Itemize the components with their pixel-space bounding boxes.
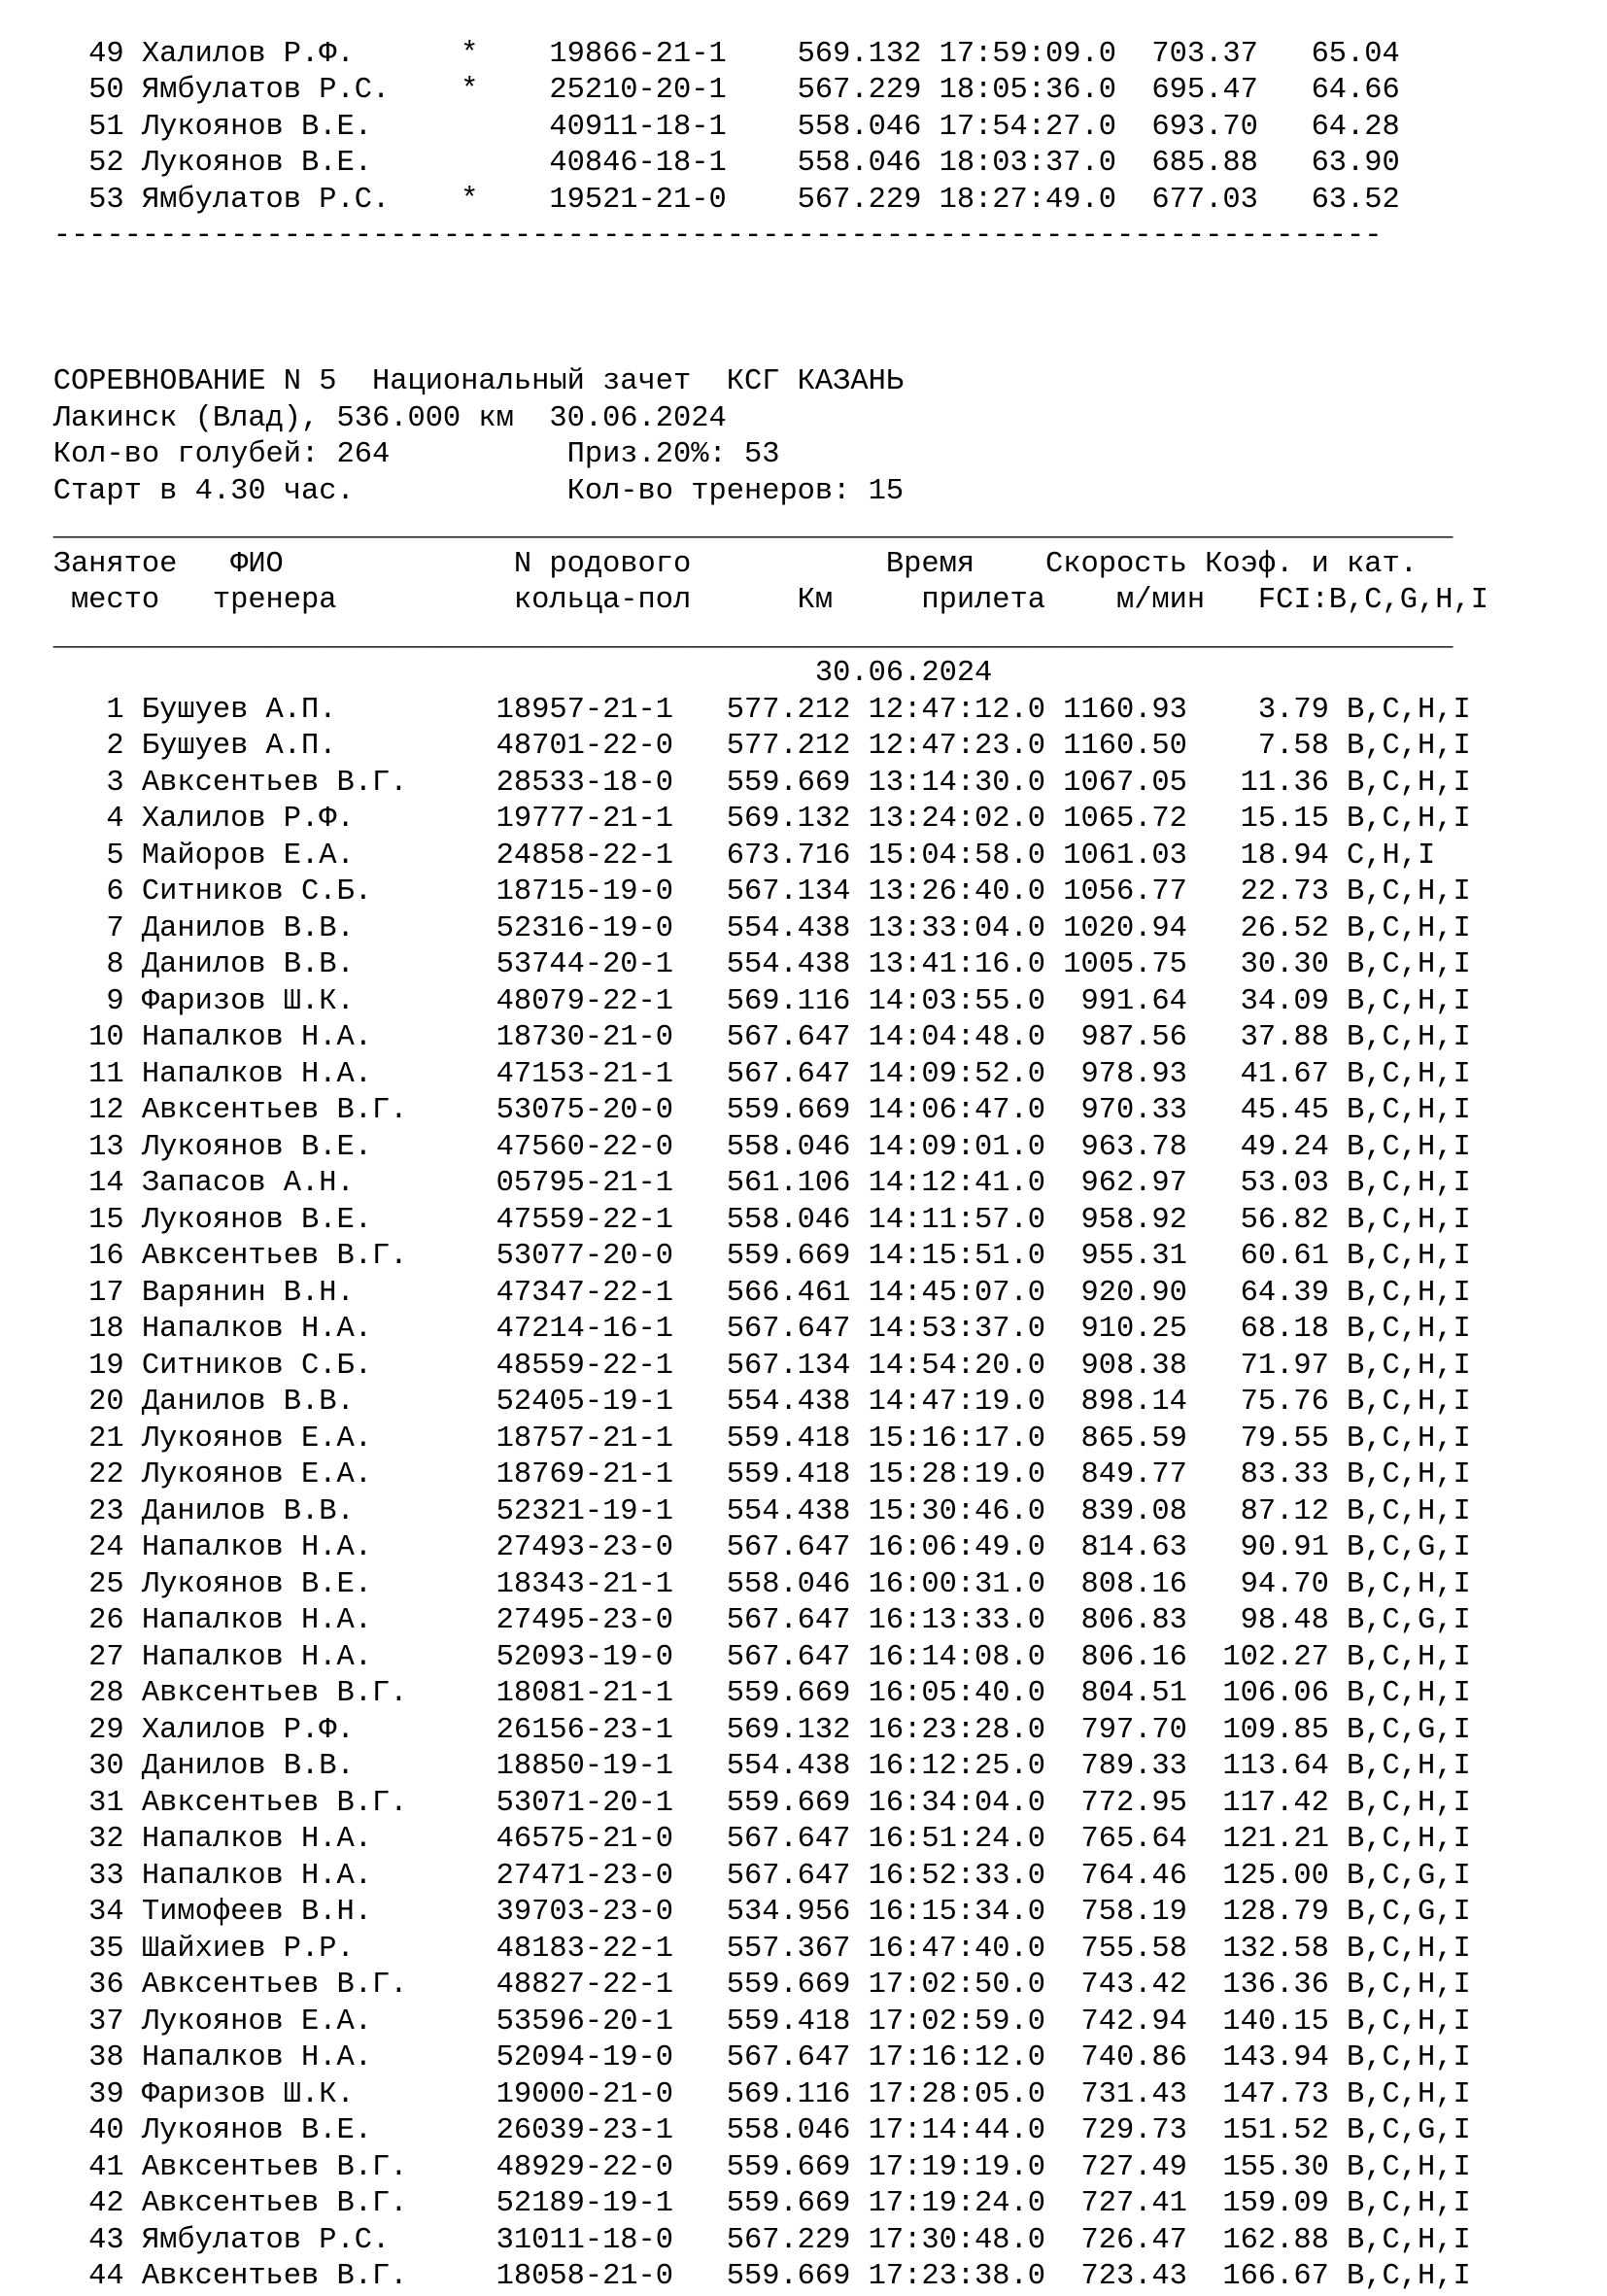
table-row: 20 Данилов В.В. 52405-19-1 554.438 14:47:19.0 898.14 75.76 B,C,H,I <box>0 1386 1471 1419</box>
table-header-line-2: место тренера кольца-пол Км прилета м/мин FCI:B,C,G,H,I <box>0 584 1488 617</box>
table-row: 44 Авксентьев В.Г. 18058-21-0 559.669 17:23:38.0 723.43 166.67 B,C,H,I <box>0 2260 1471 2293</box>
table-row: 8 Данилов В.В. 53744-20-1 554.438 13:41:16.0 1005.75 30.30 B,C,H,I <box>0 948 1471 981</box>
table-row: 29 Халилов Р.Ф. 26156-23-1 569.132 16:23:28.0 797.70 109.85 B,C,G,I <box>0 1713 1471 1747</box>
table-row: 18 Напалков Н.А. 47214-16-1 567.647 14:53:37.0 910.25 68.18 B,C,H,I <box>0 1313 1471 1346</box>
top-entry-row: 50 Ямбулатов Р.С. * 25210-20-1 567.229 18:05:36.0 695.47 64.66 <box>0 74 1400 107</box>
table-row: 33 Напалков Н.А. 27471-23-0 567.647 16:52:33.0 764.46 125.00 B,C,G,I <box>0 1859 1471 1893</box>
table-row: 16 Авксентьев В.Г. 53077-20-0 559.669 14:15:51.0 955.31 60.61 B,C,H,I <box>0 1240 1471 1273</box>
table-row: 2 Бушуев А.П. 48701-22-0 577.212 12:47:23.0 1160.50 7.58 B,C,H,I <box>0 730 1471 763</box>
table-row: 12 Авксентьев В.Г. 53075-20-0 559.669 14:06:47.0 970.33 45.45 B,C,H,I <box>0 1094 1471 1127</box>
table-row: 23 Данилов В.В. 52321-19-1 554.438 15:30:46.0 839.08 87.12 B,C,H,I <box>0 1494 1471 1528</box>
table-row: 19 Ситников С.Б. 48559-22-1 567.134 14:54:20.0 908.38 71.97 B,C,H,I <box>0 1349 1471 1383</box>
table-row: 25 Лукоянов В.Е. 18343-21-1 558.046 16:00:31.0 808.16 94.70 B,C,H,I <box>0 1567 1471 1601</box>
table-row: 14 Запасов А.Н. 05795-21-1 561.106 14:12:41.0 962.97 53.03 B,C,H,I <box>0 1167 1471 1200</box>
competition-start: Старт в 4.30 час. Кол-во тренеров: 15 <box>0 474 905 508</box>
table-row: 35 Шайхиев Р.Р. 48183-22-1 557.367 16:47:40.0 755.58 132.58 B,C,H,I <box>0 1932 1471 1966</box>
table-row: 32 Напалков Н.А. 46575-21-0 567.647 16:51:24.0 765.64 121.21 B,C,H,I <box>0 1823 1471 1856</box>
table-row: 34 Тимофеев В.Н. 39703-23-0 534.956 16:15:34.0 758.19 128.79 B,C,G,I <box>0 1896 1471 1929</box>
table-row: 43 Ямбулатов Р.С. 31011-18-0 567.229 17:30:48.0 726.47 162.88 B,C,H,I <box>0 2223 1471 2257</box>
table-row: 41 Авксентьев В.Г. 48929-22-0 559.669 17:19:19.0 727.49 155.30 B,C,H,I <box>0 2150 1471 2184</box>
top-entry-row: 53 Ямбулатов Р.С. * 19521-21-0 567.229 18:27:49.0 677.03 63.52 <box>0 183 1400 217</box>
competition-title: СОРЕВНОВАНИЕ N 5 Национальный зачет КСГ КАЗАНЬ <box>0 365 905 398</box>
table-row: 40 Лукоянов В.Е. 26039-23-1 558.046 17:14:44.0 729.73 151.52 B,C,G,I <box>0 2114 1471 2147</box>
table-row: 30 Данилов В.В. 18850-19-1 554.438 16:12:25.0 789.33 113.64 B,C,H,I <box>0 1750 1471 1783</box>
table-row: 17 Варянин В.Н. 47347-22-1 566.461 14:45:07.0 920.90 64.39 B,C,H,I <box>0 1276 1471 1310</box>
table-row: 21 Лукоянов Е.А. 18757-21-1 559.418 15:16:17.0 865.59 79.55 B,C,H,I <box>0 1422 1471 1456</box>
table-row: 7 Данилов В.В. 52316-19-0 554.438 13:33:04.0 1020.94 26.52 B,C,H,I <box>0 911 1471 945</box>
table-row: 22 Лукоянов Е.А. 18769-21-1 559.418 15:28:19.0 849.77 83.33 B,C,H,I <box>0 1458 1471 1491</box>
table-row: 1 Бушуев А.П. 18957-21-1 577.212 12:47:12.0 1160.93 3.79 B,C,H,I <box>0 693 1471 727</box>
top-entry-row: 52 Лукоянов В.Е. 40846-18-1 558.046 18:03:37.0 685.88 63.90 <box>0 147 1400 180</box>
table-row: 24 Напалков Н.А. 27493-23-0 567.647 16:06:49.0 814.63 90.91 B,C,G,I <box>0 1531 1471 1564</box>
table-row: 28 Авксентьев В.Г. 18081-21-1 559.669 16:05:40.0 804.51 106.06 B,C,H,I <box>0 1677 1471 1710</box>
table-header-line-1: Занятое ФИО N родового Время Скорость Коэф. и кат. <box>0 547 1418 581</box>
table-row: 27 Напалков Н.А. 52093-19-0 567.647 16:14:08.0 806.16 102.27 B,C,H,I <box>0 1640 1471 1674</box>
top-entry-row: 51 Лукоянов В.Е. 40911-18-1 558.046 17:54:27.0 693.70 64.28 <box>0 110 1400 144</box>
table-row: 5 Майоров Е.А. 24858-22-1 673.716 15:04:58.0 1061.03 18.94 C,H,I <box>0 839 1436 873</box>
table-row: 11 Напалков Н.А. 47153-21-1 567.647 14:09:52.0 978.93 41.67 B,C,H,I <box>0 1057 1471 1091</box>
table-row: 4 Халилов Р.Ф. 19777-21-1 569.132 13:24:02.0 1065.72 15.15 B,C,H,I <box>0 803 1471 836</box>
table-row: 38 Напалков Н.А. 52094-19-0 567.647 17:16:12.0 740.86 143.94 B,C,H,I <box>0 2041 1471 2074</box>
table-row: 42 Авксентьев В.Г. 52189-19-1 559.669 17:19:24.0 727.41 159.09 B,C,H,I <box>0 2187 1471 2220</box>
top-separator: --------------------------------------------------------------------------- <box>0 220 1383 253</box>
table-row: 6 Ситников С.Б. 18715-19-0 567.134 13:26:40.0 1056.77 22.73 B,C,H,I <box>0 875 1471 908</box>
competition-route: Лакинск (Влад), 536.000 км 30.06.2024 <box>0 401 727 435</box>
table-row: 10 Напалков Н.А. 18730-21-0 567.647 14:04:48.0 987.56 37.88 B,C,H,I <box>0 1021 1471 1054</box>
table-row: 37 Лукоянов Е.А. 53596-20-1 559.418 17:02:59.0 742.94 140.15 B,C,H,I <box>0 2005 1471 2039</box>
table-row: 31 Авксентьев В.Г. 53071-20-1 559.669 16:34:04.0 772.95 117.42 B,C,H,I <box>0 1786 1471 1820</box>
table-row: 13 Лукоянов В.Е. 47560-22-0 558.046 14:09:01.0 963.78 49.24 B,C,H,I <box>0 1130 1471 1164</box>
competition-birds: Кол-во голубей: 264 Приз.20%: 53 <box>0 438 780 471</box>
table-header-rule: _______________________________________________________________________________ <box>0 620 1453 654</box>
table-date-row: 30.06.2024 <box>0 657 993 690</box>
results-table-body <box>0 693 1488 2296</box>
table-row: 15 Лукоянов В.Е. 47559-22-1 558.046 14:11:57.0 958.92 56.82 B,C,H,I <box>0 1203 1471 1237</box>
table-row: 39 Фаризов Ш.К. 19000-21-0 569.116 17:28:05.0 731.43 147.73 B,C,H,I <box>0 2077 1471 2111</box>
table-top-rule: _______________________________________________________________________________ <box>0 511 1453 544</box>
table-row: 36 Авксентьев В.Г. 48827-22-1 559.669 17:02:50.0 743.42 136.36 B,C,H,I <box>0 1969 1471 2002</box>
table-row: 3 Авксентьев В.Г. 28533-18-0 559.669 13:14:30.0 1067.05 11.36 B,C,H,I <box>0 766 1471 800</box>
table-row: 26 Напалков Н.А. 27495-23-0 567.647 16:13:33.0 806.83 98.48 B,C,G,I <box>0 1604 1471 1637</box>
table-row: 9 Фаризов Ш.К. 48079-22-1 569.116 14:03:55.0 991.64 34.09 B,C,H,I <box>0 984 1471 1018</box>
top-entry-row: 49 Халилов Р.Ф. * 19866-21-1 569.132 17:59:09.0 703.37 65.04 <box>0 37 1400 71</box>
